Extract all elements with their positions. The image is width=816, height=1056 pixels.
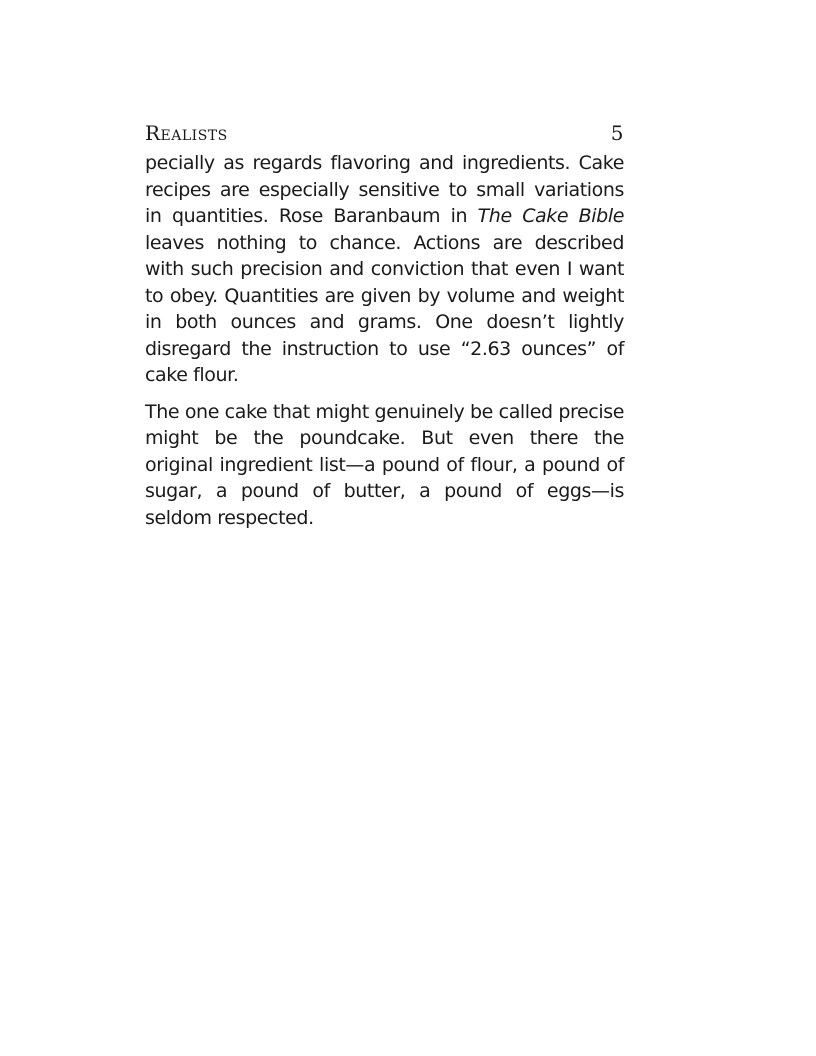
paragraph-2: The one cake that might genuinely be called precise might be the poundcake. But even there the original ingredient list—a pound of flour, a pound of sugar, a pound of butter, a pound of eggs—is seldom respected.	[145, 400, 624, 529]
book-title: The Cake Bible	[477, 205, 624, 227]
running-head	[145, 120, 624, 150]
book-page	[145, 120, 624, 541]
page-number: 5	[610, 121, 624, 145]
running-title: Realists	[145, 121, 228, 145]
paragraph-1-text-after: leaves nothing to chance. Actions are described with such precision and conviction that even I want to obey. Quantities are given by volume and weight in both ounces and grams. One doesn’t lightly disregard the instruction to use “2.63 ounces” of cake flour.	[145, 231, 624, 386]
paragraph-1	[145, 150, 624, 389]
body-text	[145, 150, 624, 531]
paragraph-1-text-before: pecially as regards flavoring and ingredients. Cake recipes are especially sensitive to small variations in quantities. Rose Baranbaum in	[145, 152, 624, 227]
